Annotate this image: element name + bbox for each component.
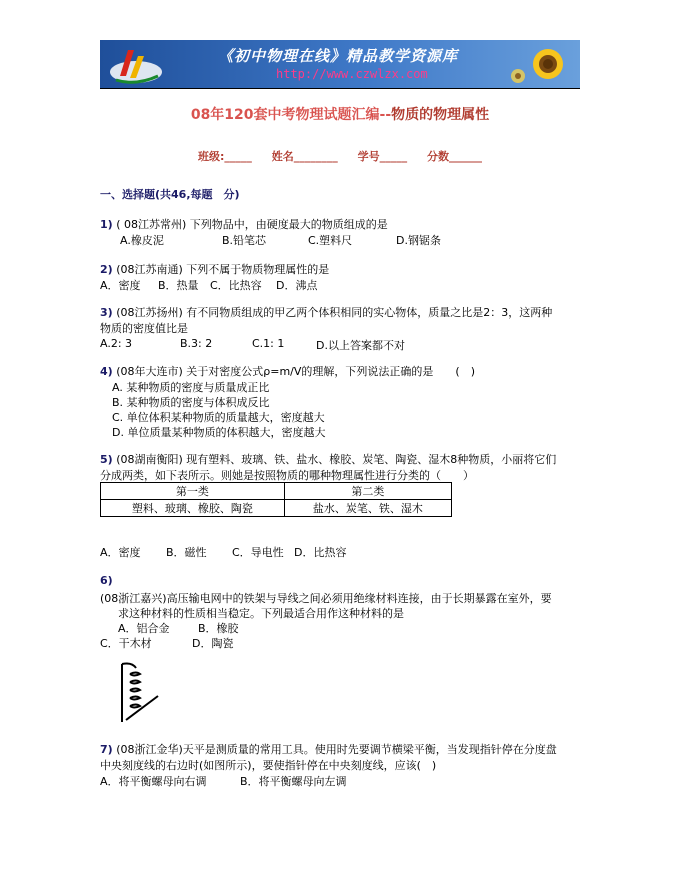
question-7-stem-cont: 中央刻度线的右边时(如图所示)，要使指针停在中央刻度线，应该( )	[100, 759, 437, 772]
question-3-stem	[100, 304, 552, 320]
table-header-cell: 第一类	[101, 483, 285, 500]
question-number: 6)	[100, 574, 113, 587]
question-text: (08江苏扬州) 有不同物质组成的甲乙两个体积相同的实心物体，质量之比是2：3，这两种	[116, 306, 553, 319]
question-7-option-a: A．将平衡螺母向右调	[100, 775, 207, 788]
question-7-stem	[100, 741, 557, 757]
question-2-option-b: B．热量	[158, 279, 199, 292]
title-topic: 物质的物理属性	[391, 107, 490, 123]
question-text: (08江苏南通) 下列不属于物质物理属性的是	[116, 263, 330, 276]
question-2-option-c: C．比热容	[210, 279, 262, 292]
banner-url[interactable]: http://www.czwlzx.com	[276, 67, 428, 81]
table-row	[101, 483, 452, 500]
question-1-option-a: A.橡皮泥	[120, 234, 164, 247]
question-4-stem	[100, 363, 475, 379]
table-cell: 塑料、玻璃、橡胶、陶瓷	[101, 500, 285, 517]
question-4-option-b: B. 某种物质的密度与体积成反比	[112, 396, 270, 409]
question-6-option-b: B．橡胶	[198, 622, 239, 635]
header-divider	[100, 88, 580, 89]
question-2-stem	[100, 261, 329, 277]
table-header-cell: 第二类	[284, 483, 451, 500]
question-number: 3)	[100, 306, 113, 319]
site-logo-icon	[106, 42, 166, 86]
student-id-field: 学号_____	[357, 150, 408, 163]
question-6-option-c: C．干木材	[100, 637, 152, 650]
student-info-fields	[0, 148, 680, 164]
table-cell: 盐水、炭笔、铁、湿木	[284, 500, 451, 517]
sunflower-icon	[506, 42, 576, 86]
question-3-option-a: A.2: 3	[100, 337, 133, 350]
question-6-number	[100, 574, 113, 587]
insulator-figure-icon	[118, 660, 162, 724]
banner-title: 《初中物理在线》精品教学资源库	[218, 47, 459, 65]
question-5-stem	[100, 451, 556, 467]
question-text: (08浙江金华)天平是测质量的常用工具。使用时先要调节横梁平衡，当发现指针停在分度盘	[116, 743, 557, 756]
score-field: 分数______	[426, 150, 482, 163]
question-1-stem	[100, 216, 388, 232]
question-3-option-c: C.1: 1	[252, 337, 285, 350]
question-5-option-a: A．密度	[100, 546, 141, 559]
question-7-option-b: B．将平衡螺母向左调	[240, 775, 347, 788]
question-text: (08湖南衡阳) 现有塑料、玻璃、铁、盐水、橡胶、炭笔、陶瓷、湿木8种物质，小丽将它们	[116, 453, 557, 466]
question-3-option-b: B.3: 2	[180, 337, 213, 350]
question-number: 5)	[100, 453, 113, 466]
question-number: 1)	[100, 218, 113, 231]
name-field: 姓名________	[271, 150, 338, 163]
section-heading: 一、选择题(共46,每题 分)	[100, 188, 240, 201]
question-5-option-c: C．导电性	[232, 546, 284, 559]
question-4-option-a: A. 某种物质的密度与质量成正比	[112, 381, 270, 394]
question-text: ( 08江苏常州) 下列物品中，由硬度最大的物质组成的是	[116, 218, 388, 231]
question-1-option-c: C.塑料尺	[308, 234, 353, 247]
question-5-option-b: B．磁性	[166, 546, 207, 559]
question-3-stem-cont: 物质的密度值比是	[100, 322, 188, 335]
question-6-option-a: A．铝合金	[118, 622, 170, 635]
question-6-option-d: D．陶瓷	[192, 637, 234, 650]
title-prefix: 08年120套中考物理试题汇编--	[190, 107, 392, 123]
class-field: 班级:_____	[198, 150, 252, 163]
question-2-option-d: D．沸点	[276, 279, 318, 292]
question-6-stem-cont: 求这种材料的性质相当稳定。下列最适合用作这种材料的是	[118, 607, 404, 620]
question-text: (08年大连市) 关于对密度公式ρ=m/V的理解，下列说法正确的是 ( )	[116, 365, 475, 378]
page-title	[0, 104, 680, 124]
question-1-option-d: D.钢锯条	[396, 234, 441, 247]
question-6-stem: (08浙江嘉兴)高压输电网中的铁架与导线之间必须用绝缘材料连接，由于长期暴露在室外，要	[100, 592, 552, 605]
question-4-option-c: C. 单位体积某种物质的质量越大，密度越大	[112, 411, 325, 424]
question-5-option-d: D．比热容	[294, 546, 347, 559]
question-number: 2)	[100, 263, 113, 276]
table-row	[101, 500, 452, 517]
question-2-option-a: A．密度	[100, 279, 141, 292]
header-banner	[100, 40, 580, 88]
question-5-stem-cont: 分成两类，如下表所示。则她是按照物质的哪种物理属性进行分类的（ ）	[100, 469, 474, 482]
question-number: 7)	[100, 743, 113, 756]
question-number: 4)	[100, 365, 113, 378]
question-3-option-d: D.以上答案都不对	[316, 339, 405, 352]
question-4-option-d: D. 单位质量某种物质的体积越大，密度越大	[112, 426, 326, 439]
question-1-option-b: B.铅笔芯	[222, 234, 267, 247]
classification-table	[100, 482, 452, 517]
